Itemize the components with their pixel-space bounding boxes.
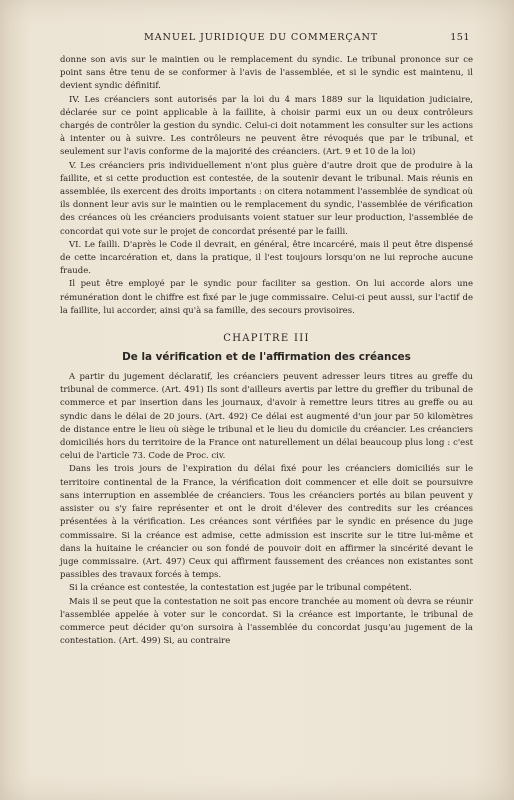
paragraph: V. Les créanciers pris individuellement n'ont plus guère d'autre droit que de produire à la faillite, et si cette production est contestée, de la soutenir devant le tribunal. Mais réunis en assemblée, ils exercent des droits importants : on citera notamment l'assemblée de syndicat où ils donnent leur avis sur le maintien ou le remplacement du syndic, l'assemblée de vérification des créances où les créanciers produisants voient statuer sur leur production, l'assemblée de concordat qui vote sur le projet de concordat présenté par le failli.: [60, 160, 473, 237]
running-header: [60, 31, 470, 45]
paragraph: Mais il se peut que la contestation ne soit pas encore tranchée au moment où devra se réunir l'assemblée appelée à voter sur le concordat. Si la créance est importante, le tribunal de commerce peut décider qu'on sursoira à l'assemblée du concordat jusqu'au jugement de la contestation. (Art. 499) Si, au contraire: [60, 596, 473, 647]
body-text: [60, 54, 473, 648]
paragraph: IV. Les créanciers sont autorisés par la loi du 4 mars 1889 sur la liquidation judiciaire, déclarée sur ce point applicable à la faillite, à choisir parmi eux un ou deux contrôleurs chargés de contrôler la gestion du syndic. Celui-ci doit notamment les consulter sur les actions à intenter ou à suivre. Les contrôleurs ne peuvent être révoqués que par le tribunal, et seulement sur l'avis conforme de la majorité des créanciers. (Art. 9 et 10 de la loi): [60, 94, 473, 158]
running-title: MANUEL JURIDIQUE DU COMMERÇANT: [144, 32, 379, 43]
chapter-heading: CHAPITRE III: [223, 333, 310, 345]
paragraph: A partir du jugement déclaratif, les créanciers peuvent adresser leurs titres au greffe du tribunal de commerce. (Art. 491) Ils sont d'ailleurs avertis par lettre du greffier du tribunal de commerce et par insertion dans les journaux, d'avoir à remettre leurs titres au greffe ou au syndic dans le délai de 20 jours. (Art. 492) Ce délai est augmenté d'un jour par 50 kilomètres de distance entre le lieu où siège le tribunal et le lieu du domicile du créancier. Les créanciers domiciliés hors du territoire de la France ont naturellement un délai beaucoup plus long : c'est celui de l'article 73. Code de Proc. civ.: [60, 372, 473, 462]
paragraph: Il peut être employé par le syndic pour faciliter sa gestion. On lui accorde alors une rémunération dont le chiffre est fixé par le juge commissaire. Celui-ci peut aussi, sur l'actif de la faillite, lui accorder, ainsi qu'à sa famille, des secours provisoires.: [60, 279, 473, 316]
paragraph: VI. Le failli. D'après le Code il devrait, en général, être incarcéré, mais il peut être dispensé de cette incarcération et, dans la pratique, il l'est toujours lorsqu'on ne lui reproche aucune fraude.: [60, 239, 473, 277]
chapter-title: De la vérification et de l'affirmation des créances: [122, 351, 411, 364]
page-number: 151: [450, 32, 470, 43]
paragraph: donne son avis sur le maintien ou le remplacement du syndic. Le tribunal prononce sur ce point sans être tenu de se conformer à l'avis de l'assemblée, et si le syndic est maintenu, il devient syndic définitif.: [60, 55, 473, 92]
paragraph: Si la créance est contestée, la contestation est jugée par le tribunal compétent.: [69, 583, 412, 594]
paragraph: Dans les trois jours de l'expiration du délai fixé pour les créanciers domiciliés sur le territoire continental de la France, la vérification doit commencer et elle doit se poursuivre sans interruption en assemblée de créanciers. Tous les créanciers portés au bilan peuvent y assister ou s'y faire représenter et ont le droit d'élever des contredits sur les créances présentées à la vérification. Les créances sont vérifiées par le syndic en présence du juge commissaire. Si la créance est admise, cette admission est inscrite sur le titre lui-même et dans la huitaine le créancier ou son fondé de pouvoir doit en affirmer la sincérité devant le juge commissaire. (Art. 497) Ceux qui affirment faussement des créances non existantes sont passibles des travaux forcés à temps.: [60, 464, 473, 581]
